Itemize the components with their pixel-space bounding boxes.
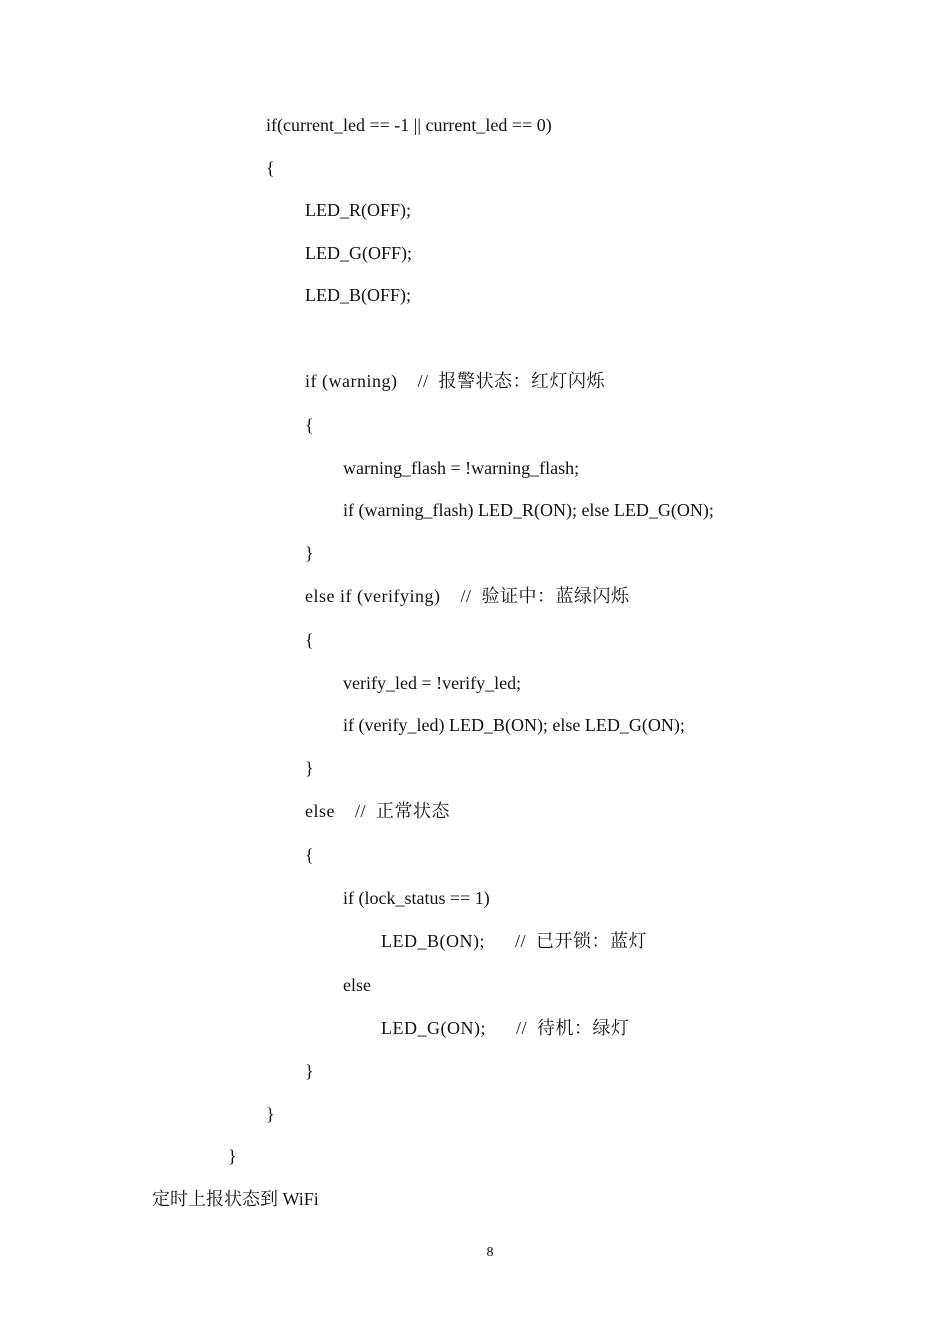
code-line: } [228,1146,237,1166]
code-line: { [266,158,275,178]
code-line: } [305,758,314,778]
code-line: LED_B(OFF); [305,285,412,305]
code-line: } [305,1061,314,1081]
code-line: } [305,543,314,563]
code-line: { [305,845,314,865]
code-line: if (warning_flash) LED_R(ON); else LED_G(ON); [343,500,714,520]
code-line: if (lock_status == 1) [343,888,490,908]
code-line: { [305,415,314,435]
code-line: else [343,975,371,995]
code-line: LED_B(ON); // 已开锁：蓝灯 [381,931,647,951]
code-line: LED_R(OFF); [305,200,412,220]
code-line: if (verify_led) LED_B(ON); else LED_G(ON); [343,715,685,735]
section-heading: 定时上报状态到 WiFi [152,1189,319,1209]
page-number: 8 [486,1245,494,1260]
code-line: } [266,1104,275,1124]
code-line: LED_G(ON); // 待机：绿灯 [381,1018,630,1038]
code-line: verify_led = !verify_led; [343,673,522,693]
code-line: LED_G(OFF); [305,243,412,263]
code-line: { [305,630,314,650]
code-line: if(current_led == -1 || current_led == 0) [266,115,552,135]
code-line: warning_flash = !warning_flash; [343,458,580,478]
code-line: if (warning) // 报警状态：红灯闪烁 [305,371,605,391]
code-line: else // 正常状态 [305,801,450,821]
code-line: else if (verifying) // 验证中：蓝绿闪烁 [305,586,630,606]
